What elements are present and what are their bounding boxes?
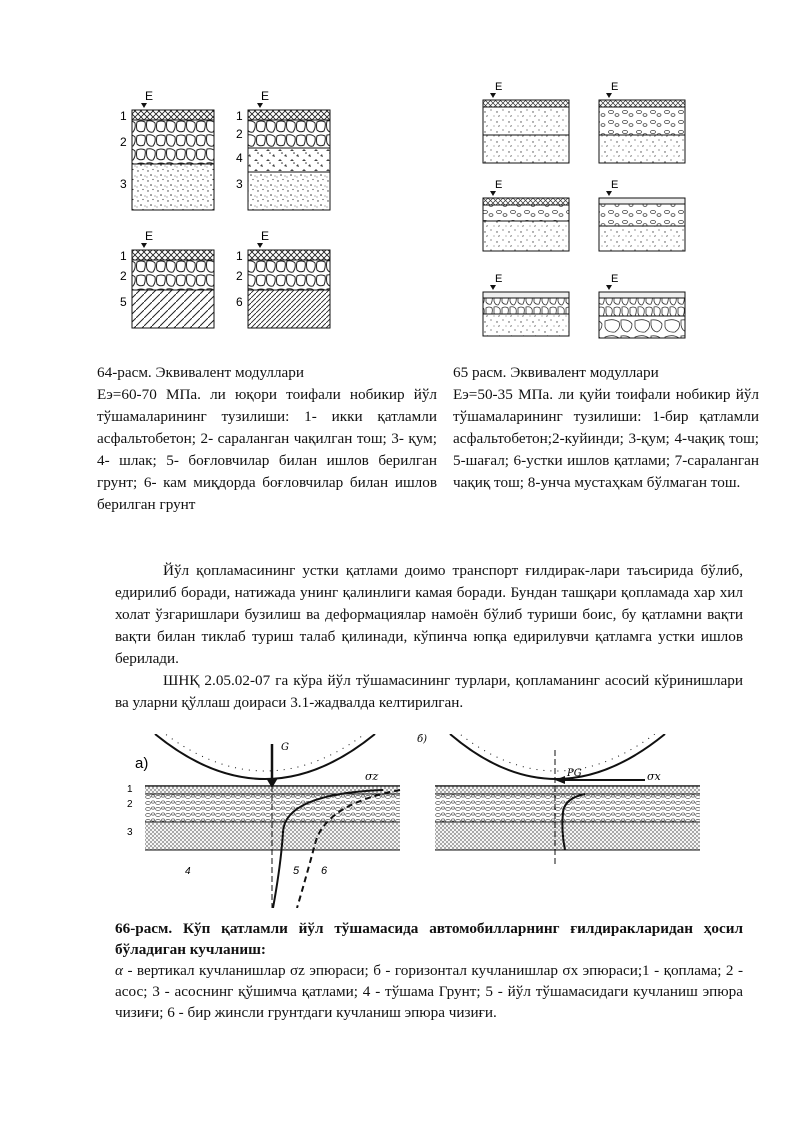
fig64-layer-num: 2 [120, 269, 127, 283]
fig65-e-label: Е [495, 179, 503, 191]
fig64-e-label-bl: Е [145, 229, 154, 243]
fig64-e-label-br: Е [261, 229, 270, 243]
fig66-layer-num: 2 [127, 799, 133, 810]
paragraph: Йўл қопламасининг устки қатлами доимо транспорт ғилдирак-лари таъсирида бўлиб, едирилиб боради, натижада унинг қалинлиги камая боради. Бундан ташқари қопламада хар хил холат ўзгаришлари бузилиш ва деформациялар намоён бўлиб туриши боис, бу қатламни вақти вақти билан тиклаб туриш талаб қилинади, кўпинча юпқа едирилувчи қатламга устки ишлов берилади. [115, 562, 743, 667]
fig66-layer-num: 1 [127, 784, 133, 795]
fig66-layer-num: 3 [127, 827, 133, 838]
fig64-layer-num: 2 [236, 269, 243, 283]
alpha-symbol: α [115, 962, 123, 979]
figure-65-caption [453, 362, 759, 494]
figure-65-caption-text: Еэ=50-35 МПа. ли қуйи тоифали нобикир йўл тўшамаларининг тузилиши: 1-бир қатламли асфальтобетон;2-куйинди; 3-қум; 4-чақиқ тош; 5-шағал; 6-устки ишлов қатлами; 7-сараланган чақиқ тош; 8-унча мустаҳкам бўлмаган тош. [453, 386, 759, 491]
fig64-e-label-tr: Е [261, 89, 270, 103]
fig65-e-label: Е [495, 81, 503, 93]
fig64-layer-num: 2 [120, 135, 127, 149]
figure-65-caption-title: 65 расм. Эквивалент модуллари [453, 364, 659, 381]
fig66-label-a: а) [135, 755, 149, 772]
fig66-load-label: G [281, 742, 289, 753]
fig66-pg-label: PG [567, 768, 582, 779]
figure-66-caption [115, 918, 743, 1023]
fig66-sigma-z: σz [365, 770, 379, 783]
fig65-e-label: Е [611, 273, 619, 285]
figure-64-caption [97, 362, 437, 516]
fig66-curve-label: 6 [321, 865, 328, 877]
figure-66-caption-body [115, 960, 743, 1023]
figure-66-caption-text: - вертикал кучланишлар σz эпюраси; б - горизонтал кучланишлар σx эпюраси;1 - қоплама; 2 - асос; 3 - асоснинг қўшимча қатлами; 4 - тўшама Грунт; 5 - йўл тўшамасидаги кучланиш эпюра чизиғи; 6 - бир жинсли грунтдаги кучланиш эпюра чизиғи. [115, 962, 744, 1021]
fig66-sigma-x: σx [647, 770, 661, 783]
fig65-e-label: Е [495, 273, 503, 285]
fig66-label-b: б) [417, 734, 428, 745]
figure-66-stress-diagram [115, 734, 715, 908]
fig64-layer-num: 2 [236, 127, 243, 141]
fig64-layer-num: 1 [120, 109, 127, 123]
paragraph: ШНҚ 2.05.02-07 га кўра йўл тўшамасининг турлари, қопламанинг асосий кўринишлари ва уларни қўллаш доираси 3.1-жадвалда келтирилган. [115, 672, 743, 711]
fig64-layer-num: 3 [236, 177, 243, 191]
fig64-layer-num: 1 [236, 109, 243, 123]
fig64-layer-num: 6 [236, 295, 243, 309]
figure-66-caption-title: 66-расм. Кўп қатламли йўл тўшамасида автомобилларнинг ғилдиракларидан ҳосил бўладиган кучланиш: [115, 920, 743, 958]
fig64-layer-num: 5 [120, 295, 127, 309]
figure-64-caption-text: Еэ=60-70 МПа. ли юқори тоифали нобикир йўл тўшамаларининг тузилиши: 1- икки қатламли асфальтобетон; 2- сараланган чақилган тош; 3- қум; 4- шлак; 5- боғловчилар билан ишлов берилган грунт; 6- кам миқдорда боғловчилар билан ишлов берилган грунт [97, 386, 437, 513]
fig66-layer-num: 4 [185, 866, 191, 877]
fig65-e-label: Е [611, 179, 619, 191]
fig64-layer-num: 1 [120, 249, 127, 263]
figure-65-layers [453, 78, 711, 350]
fig64-layer-num: 4 [236, 151, 243, 165]
figure-64-layers [96, 78, 350, 340]
fig66-curve-label: 5 [293, 865, 300, 877]
fig66-panel-a [127, 734, 400, 908]
fig65-e-label: Е [611, 81, 619, 93]
fig64-layer-num: 1 [236, 249, 243, 263]
body-text [115, 560, 743, 714]
fig64-e-label-tl: Е [145, 89, 154, 103]
fig64-layer-num: 3 [120, 177, 127, 191]
fig66-panel-b [417, 734, 700, 864]
figure-64-caption-title: 64-расм. Эквивалент модуллари [97, 364, 304, 381]
